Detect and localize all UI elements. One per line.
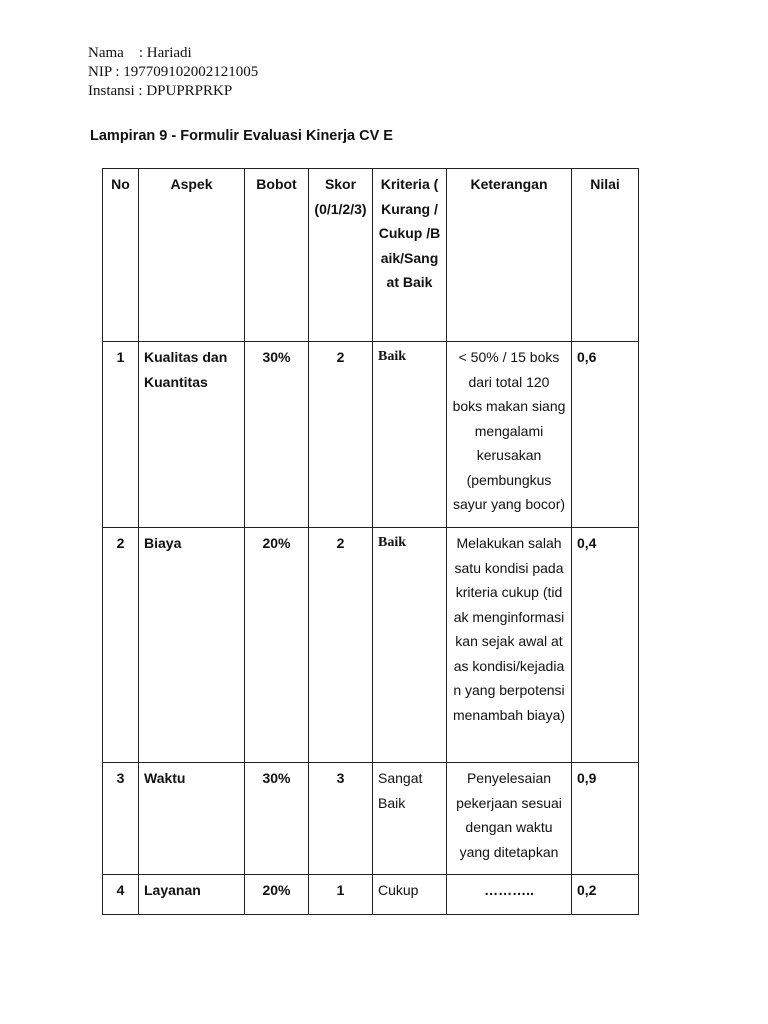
cell-bobot: 30% (245, 342, 309, 528)
cell-no: 2 (103, 528, 139, 763)
cell-keterangan: < 50% / 15 boks dari total 120 boks makan siang mengalami kerusakan (pembungkus sayur yang bocor) (447, 342, 572, 528)
cell-kriteria: Baik (373, 528, 447, 763)
table-row (103, 763, 639, 875)
cell-kriteria: Sangat Baik (373, 763, 447, 875)
cell-no: 4 (103, 875, 139, 915)
cell-aspek: Layanan (139, 875, 245, 915)
cell-skor: 1 (309, 875, 373, 915)
cell-nilai: 0,2 (572, 875, 639, 915)
cell-aspek: Biaya (139, 528, 245, 763)
cell-aspek: Waktu (139, 763, 245, 875)
cell-kriteria: Baik (373, 342, 447, 528)
cell-bobot: 20% (245, 875, 309, 915)
cell-keterangan: Melakukan salah satu kondisi pada kriteria cukup (tidak menginformasikan sejak awal atas kondisi/kejadian yang berpotensi menambah biaya) (447, 528, 572, 763)
cell-skor: 2 (309, 342, 373, 528)
cell-aspek: Kualitas dan Kuantitas (139, 342, 245, 528)
cell-keterangan: Penyelesaian pekerjaan sesuai dengan waktu yang ditetapkan (447, 763, 572, 875)
document-title: Lampiran 9 - Formulir Evaluasi Kinerja CV E (90, 128, 393, 144)
column-header-keterangan: Keterangan (447, 169, 572, 342)
cell-nilai: 0,6 (572, 342, 639, 528)
employee-nip: NIP : 197709102002121005 (88, 64, 259, 80)
employee-agency: Instansi : DPUPRPRKP (88, 83, 233, 99)
column-header-skor: Skor (0/1/2/3) (309, 169, 373, 342)
employee-info (88, 44, 258, 101)
employee-name: Nama : Hariadi (88, 45, 192, 61)
cell-keterangan: ……….. (447, 875, 572, 915)
cell-nilai: 0,9 (572, 763, 639, 875)
cell-no: 1 (103, 342, 139, 528)
cell-bobot: 20% (245, 528, 309, 763)
table-row (103, 342, 639, 528)
cell-no: 3 (103, 763, 139, 875)
cell-nilai: 0,4 (572, 528, 639, 763)
cell-skor: 3 (309, 763, 373, 875)
cell-skor: 2 (309, 528, 373, 763)
column-header-aspek: Aspek (139, 169, 245, 342)
table-row (103, 875, 639, 915)
cell-bobot: 30% (245, 763, 309, 875)
column-header-nilai: Nilai (572, 169, 639, 342)
evaluation-table (102, 168, 639, 915)
table-header-row (103, 169, 639, 342)
cell-kriteria: Cukup (373, 875, 447, 915)
column-header-kriteria: Kriteria ( Kurang /Cukup /Baik/Sangat Baik (373, 169, 447, 342)
column-header-no: No (103, 169, 139, 342)
column-header-bobot: Bobot (245, 169, 309, 342)
table-row (103, 528, 639, 763)
